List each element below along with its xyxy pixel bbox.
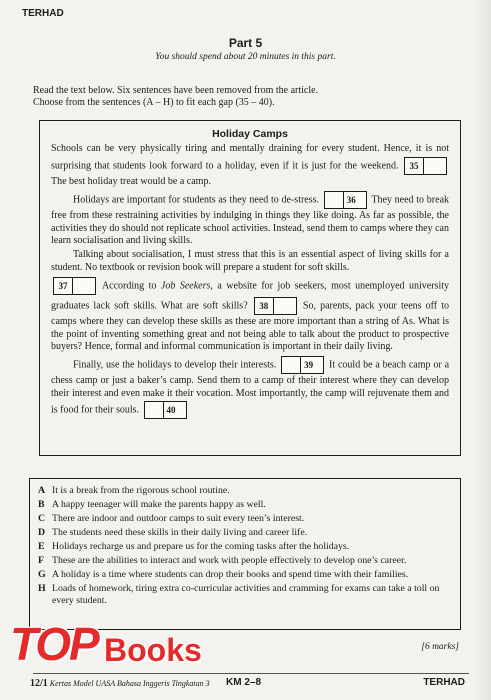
page-edge-shadow — [473, 0, 491, 700]
footer-paper-code: 12/1 — [30, 678, 48, 689]
instruction-line-1: Read the text below. Six sentences have been removed from the article. — [33, 85, 319, 96]
gap-answer-box[interactable] — [164, 402, 186, 418]
option-d — [38, 527, 452, 539]
marks-label: [6 marks] — [421, 642, 459, 652]
topbooks-logo — [10, 618, 220, 676]
logo-top-text: TOP — [10, 618, 98, 670]
paragraph-text: Schools can be very physically tiring and mentally draining for every student. Hence, it is not surprising that students look forward to a holiday, even if it is just for the weekend. — [51, 143, 449, 172]
option-text: A happy teenager will make the parents happy as well. — [52, 499, 266, 510]
paragraph-text: Finally, use the holidays to develop their interests. — [73, 359, 277, 371]
option-b — [38, 499, 452, 511]
gap-number: 37 — [54, 278, 73, 294]
footer-page-number: KM 2–8 — [226, 677, 262, 688]
sentence-options-box — [29, 478, 461, 630]
option-letter: C — [38, 513, 46, 524]
option-text: There are indoor and outdoor camps to suit every teen’s interest. — [52, 513, 305, 524]
logo-books-text: Books — [104, 632, 202, 668]
website-name: Job Seekers — [160, 280, 211, 292]
article-paragraph-4 — [51, 276, 449, 353]
option-letter: B — [38, 499, 45, 510]
gap-answer-box[interactable] — [274, 298, 296, 314]
instructions — [33, 85, 463, 109]
option-text: A holiday is a time where students can drop their books and spend time with their families. — [52, 569, 409, 580]
paragraph-text: Talking about socialisation, I must stress that this is an essential aspect of living skills for a student. No textbook or revision book will prepare a student for soft skills. — [51, 249, 449, 273]
option-text: Holidays recharge us and prepare us for the coming tasks after the holidays. — [52, 541, 350, 552]
article-paragraph-5 — [51, 355, 449, 420]
option-letter: D — [38, 527, 46, 538]
answer-gap-35[interactable] — [404, 157, 447, 175]
option-a — [38, 485, 452, 497]
answer-gap-37[interactable] — [53, 277, 96, 295]
paragraph-text: The best holiday treat would be a camp. — [51, 175, 211, 187]
header-classification: TERHAD — [22, 8, 64, 19]
gap-answer-box[interactable] — [424, 158, 446, 174]
footer-classification: TERHAD — [423, 677, 465, 688]
paragraph-text: Holidays are important for students as they need to de-stress. — [73, 194, 320, 206]
paragraph-text: It could be a beach camp or a chess camp or just a baker’s camp. Send them to a camp of their interest where they can develop their interest and even make it their vocation. Most importantly, the camp will rejuvenate them and is food for their souls. — [51, 359, 450, 416]
option-e — [38, 541, 452, 553]
article-paragraph-2 — [51, 190, 449, 247]
footer-divider — [33, 673, 469, 674]
option-text: The students need these skills in their daily living and career life. — [52, 527, 308, 538]
footer-book-title: Kertas Model UASA Bahasa Inggeris Tingkatan 3 — [49, 679, 210, 688]
part-subtitle: You should spend about 20 minutes in this part. — [155, 52, 336, 62]
option-letter: E — [38, 541, 45, 552]
paragraph-text: , a website for job seekers, most unemployed university graduates lack soft skills. What are soft skills? — [51, 280, 450, 312]
gap-number: 36 — [325, 192, 344, 208]
option-letter: F — [38, 555, 44, 566]
article-paragraph-3 — [51, 249, 449, 274]
option-g — [38, 569, 452, 581]
gap-answer-box[interactable] — [73, 278, 95, 294]
option-text: Loads of homework, tiring extra co-curricular activities and cramming for exams can take a toll on every student. — [52, 583, 440, 606]
article-title: Holiday Camps — [212, 128, 288, 140]
option-letter: A — [38, 485, 46, 496]
footer-book-info — [30, 678, 210, 689]
option-c — [38, 513, 452, 525]
article-box — [39, 120, 461, 456]
paragraph-text: So, parents, pack your teens off to camps where they can develop these skills as these are more important than a string of As. What is the point of inventing something great and not being able to talk about the product to prospective buyers? Hence, formal and informal communication is important in their daily living. — [51, 300, 450, 353]
paragraph-text: They need to break free from these restraining activities by indulging in things they like doing. As far as possible, the activities they do should not replicate school activities. Instead, send them to camps where they can learn socialisation and living skills. — [51, 194, 450, 247]
answer-gap-40[interactable] — [144, 401, 187, 419]
option-text: It is a break from the rigorous school routine. — [52, 485, 230, 496]
instruction-line-2: Choose from the sentences (A – H) to fit each gap (35 – 40). — [33, 97, 275, 108]
answer-gap-36[interactable] — [324, 191, 367, 209]
gap-answer-box[interactable] — [344, 192, 366, 208]
option-h — [38, 583, 452, 607]
gap-answer-box[interactable] — [301, 357, 323, 373]
option-letter: H — [38, 583, 46, 594]
gap-number: 40 — [145, 402, 164, 418]
option-f — [38, 555, 452, 567]
gap-number: 35 — [405, 158, 424, 174]
answer-gap-38[interactable] — [254, 297, 297, 315]
gap-number: 39 — [282, 357, 301, 373]
part-title: Part 5 — [228, 36, 263, 50]
option-text: These are the abilities to interact and work with people effectively to develop one’s career. — [52, 555, 407, 566]
gap-number: 38 — [255, 298, 274, 314]
paragraph-text: According to — [101, 280, 157, 292]
article-paragraph-1 — [51, 143, 449, 188]
answer-gap-39[interactable] — [281, 356, 324, 374]
option-letter: G — [38, 569, 46, 580]
